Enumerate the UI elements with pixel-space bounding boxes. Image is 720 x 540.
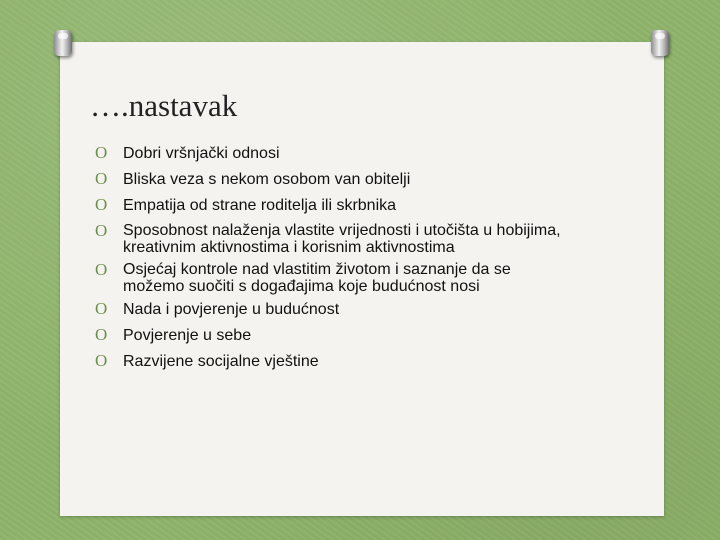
bullet-marker-icon: O [95, 351, 108, 370]
bullet-text: Osjećaj kontrole nad vlastitim životom i saznanje da se možemo suočiti s događajima koje budućnost nosi [123, 261, 511, 295]
bullet-marker-icon: O [95, 221, 108, 240]
bullet-list [95, 142, 565, 372]
bullet-marker-icon: O [95, 143, 108, 162]
pin-icon [54, 30, 72, 56]
bullet-text: Razvijene socijalne vještine [123, 353, 319, 370]
slide-title: ….nastavak [90, 88, 238, 123]
bullet-text: Sposobnost nalaženja vlastite vrijednosti i utočišta u hobijima, kreativnim aktivnostima i korisnim aktivnostima [123, 222, 561, 256]
bullet-marker-icon: O [95, 195, 108, 214]
bullet-item [95, 324, 565, 346]
bullet-text: Dobri vršnjački odnosi [123, 145, 280, 162]
bullet-text: Nada i povjerenje u budućnost [123, 301, 340, 318]
bullet-marker-icon: O [95, 299, 108, 318]
bullet-item [95, 142, 565, 164]
bullet-text: Empatija od strane roditelja ili skrbnika [123, 197, 397, 214]
bullet-text: Bliska veza s nekom osobom van obitelji [123, 171, 411, 188]
bullet-item [95, 350, 565, 372]
bullet-item [95, 168, 565, 190]
bullet-item [95, 220, 565, 256]
bullet-item [95, 194, 565, 216]
bullet-marker-icon: O [95, 169, 108, 188]
bullet-text: Povjerenje u sebe [123, 327, 252, 344]
bullet-marker-icon: O [95, 260, 108, 279]
bullet-item [95, 298, 565, 320]
bullet-marker-icon: O [95, 325, 108, 344]
bullet-item [95, 259, 565, 295]
pin-icon [651, 30, 669, 56]
